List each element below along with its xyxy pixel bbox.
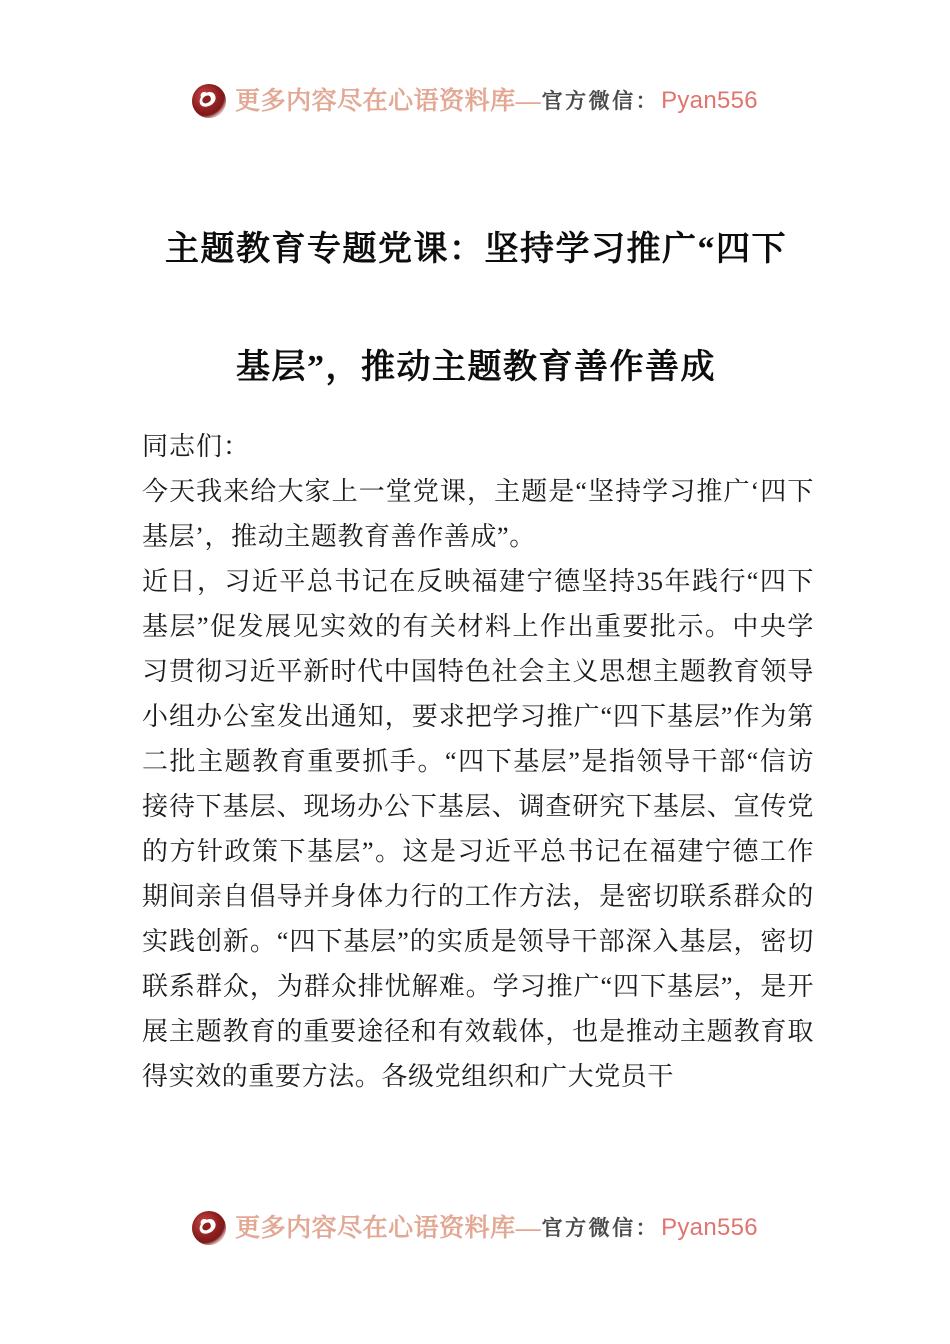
page-title	[142, 191, 810, 427]
body-paragraph: 今天我来给大家上一堂党课，主题是“坚持学习推广‘四下基层’，推动主题教育善作善成”。	[142, 477, 814, 551]
document-body	[142, 424, 814, 1099]
watermark-dash: —	[515, 1214, 541, 1242]
xinyu-library-logo-icon	[192, 84, 226, 118]
header-watermark	[0, 84, 950, 118]
salutation: 同志们：	[142, 432, 251, 461]
xinyu-library-logo-icon	[192, 1211, 226, 1245]
page-title-line-1: 主题教育专题党课：坚持学习推广“四下	[165, 230, 787, 268]
watermark-wechat-label: 官方微信：	[541, 88, 660, 113]
footer-watermark	[0, 1211, 950, 1245]
watermark-main-text: 更多内容尽在心语资料库	[235, 1214, 516, 1242]
page-title-line-2: 基层”，推动主题教育善作善成	[236, 348, 716, 386]
watermark-main-text: 更多内容尽在心语资料库	[235, 87, 516, 115]
watermark-wechat-label: 官方微信：	[541, 1215, 660, 1240]
watermark-wechat-id: Pyan556	[661, 87, 758, 114]
body-paragraph: 近日，习近平总书记在反映福建宁德坚持35年践行“四下基层”促发展见实效的有关材料上作出重要批示。中央学习贯彻习近平新时代中国特色社会主义思想主题教育领导小组办公室发出通知，要求把学习推广“四下基层”作为第二批主题教育重要抓手。“四下基层”是指领导干部“信访接待下基层、现场办公下基层、调查研究下基层、宣传党的方针政策下基层”。这是习近平总书记在福建宁德工作期间亲自倡导并身体力行的工作方法，是密切联系群众的实践创新。“四下基层”的实质是领导干部深入基层，密切联系群众，为群众排忧解难。学习推广“四下基层”，是开展主题教育的重要途径和有效载体，也是推动主题教育取得实效的重要方法。各级党组织和广大党员干	[142, 567, 814, 1091]
watermark-wechat-id: Pyan556	[661, 1214, 758, 1241]
watermark-dash: —	[515, 87, 541, 115]
